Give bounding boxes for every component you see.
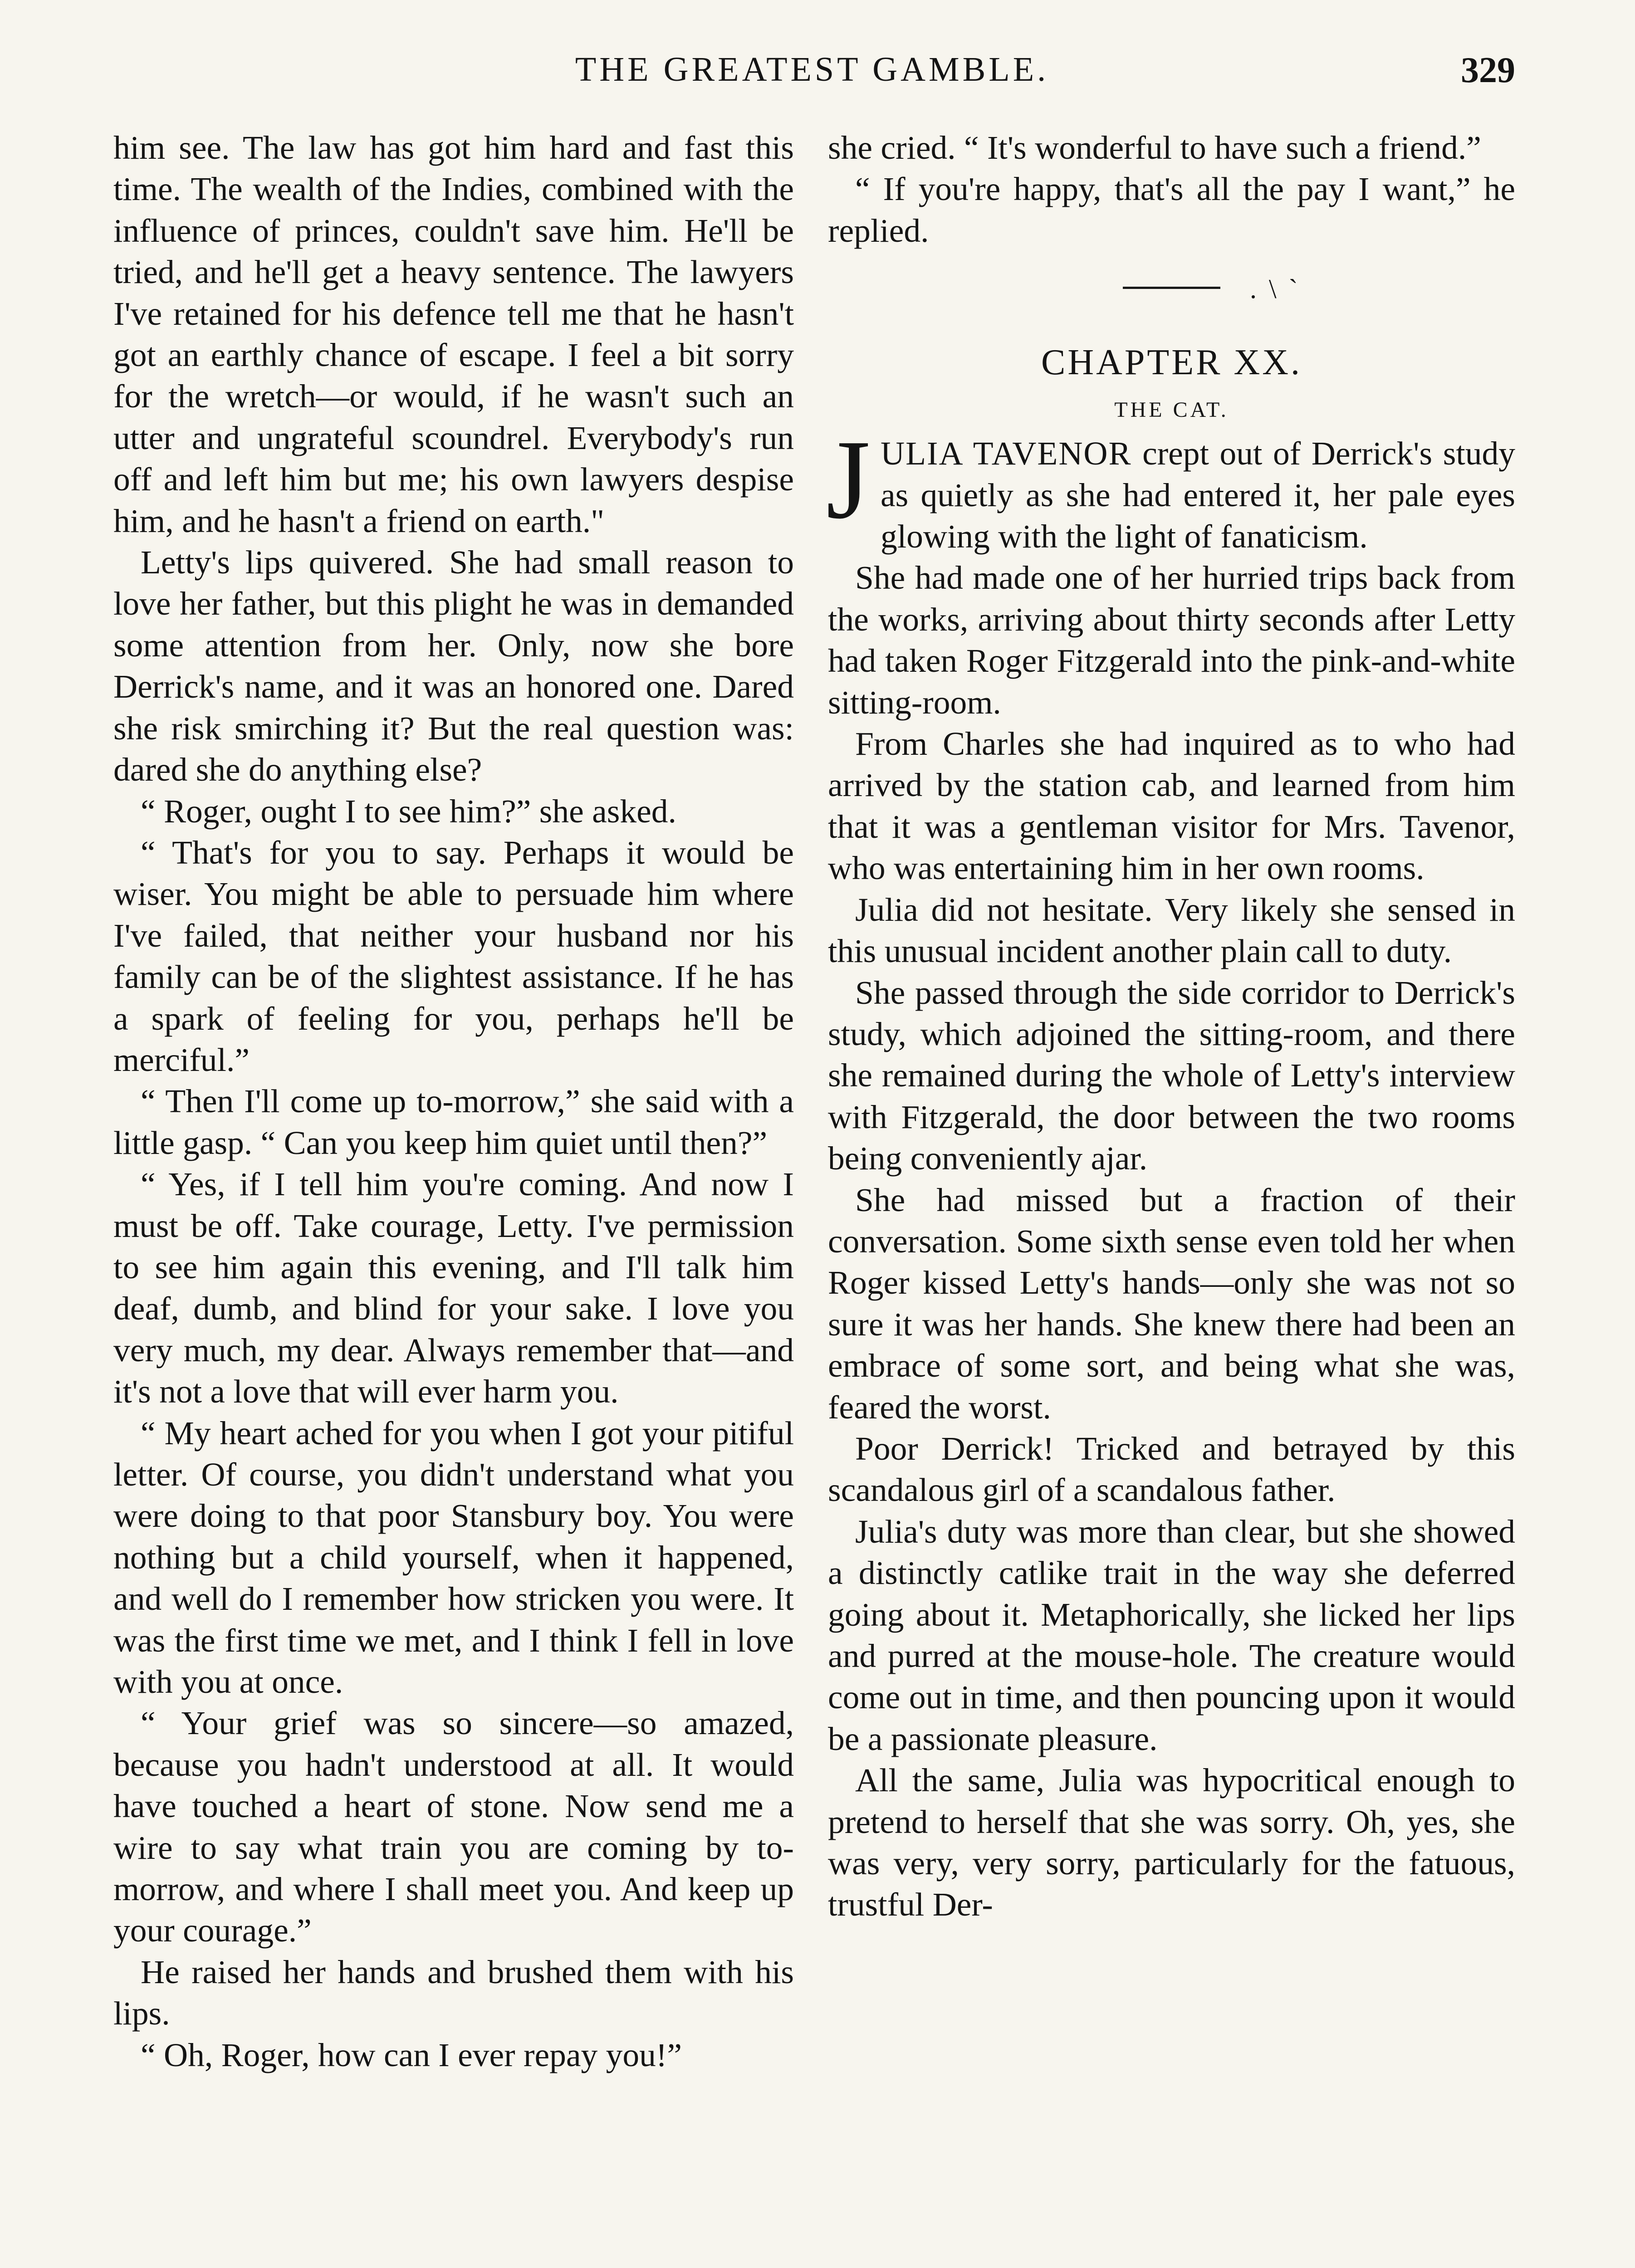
opening-small-caps: ULIA TAVENOR	[881, 435, 1132, 472]
page-number: 329	[1461, 50, 1515, 90]
chapter-subtitle: THE CAT.	[1114, 398, 1229, 422]
paragraph: “ That's for you to say. Perhaps it would be wiser. You might be able to persuade him where I've failed, that neither your husband nor his family can be of the slightest assistance. If he has a spark of feeling for you, perhaps he'll be merciful.”	[113, 834, 794, 1078]
paragraph: Poor Derrick! Tricked and betrayed by this scandalous girl of a scandalous father.	[828, 1430, 1515, 1509]
paragraph: She had missed but a fraction of their conversation. Some sixth sense even told her when Roger kissed Letty's hands—only she was not so sure it was her hands. She knew there had been an embrace of some sort, and being what she was, feared the worst.	[828, 1181, 1515, 1426]
paragraph: “ Yes, if I tell him you're coming. And now I must be off. Take courage, Letty. I've permission to see him again this evening, and I'll talk him deaf, dumb, and blind for your sake. I love you very much, my dear. Always remember that—and it's not a love that will ever harm you.	[113, 1166, 794, 1410]
scene-break	[828, 265, 1515, 319]
running-title: THE GREATEST GAMBLE.	[575, 50, 1049, 88]
opening-text: crept out of Derrick's study as quietly as she had entered it, her pale eyes glowing with the light of fanaticism.	[881, 435, 1515, 555]
paragraph: She passed through the side corridor to Derrick's study, which adjoined the sitting-room, and there she remained during the whole of Letty's interview with Fitzgerald, the door between the two rooms being conveniently ajar.	[828, 974, 1515, 1177]
paragraph: From Charles she had inquired as to who had arrived by the station cab, and learned from him that it was a gentleman visitor for Mrs. Tavenor, who was entertaining him in her own rooms.	[828, 725, 1515, 887]
paragraph: Julia did not hesitate. Very likely she sensed in this unusual incident another plain call to duty.	[828, 891, 1515, 970]
paragraph: “ Then I'll come up to-morrow,” she said with a little gasp. “ Can you keep him quiet until then?”	[113, 1083, 794, 1161]
paragraph: “ If you're happy, that's all the pay I want,” he replied.	[828, 171, 1515, 249]
paragraph: He raised her hands and brushed them with his lips.	[113, 1953, 794, 2032]
paragraph: She had made one of her hurried trips back from the works, arriving about thirty seconds after Letty had taken Roger Fitzgerald into the pink-and-white sitting-room.	[828, 559, 1515, 721]
paragraph: “ My heart ached for you when I got your pitiful letter. Of course, you didn't understand what you were doing to that poor Stansbury boy. You were nothing but a child yourself, when it happened, and well do I remember how stricken you were. It was the first time we met, and I think I fell in love with you at once.	[113, 1414, 794, 1701]
running-head	[109, 50, 1515, 100]
left-column	[113, 127, 794, 2076]
paragraph: All the same, Julia was hypocritical enough to pretend to herself that she was sorry. Oh, yes, she was very, very sorry, particularly for the fatuous, trustful Der-	[828, 1762, 1515, 1923]
paragraph: Julia's duty was more than clear, but she showed a distinctly catlike trait in the way she deferred going about it. Metaphorically, she licked her lips and purred at the mouse-hole. The creature would come out in time, and then pouncing upon it would be a passionate pleasure.	[828, 1513, 1515, 1757]
paragraph: him see. The law has got him hard and fast this time. The wealth of the Indies, combined with the influence of princes, couldn't save him. He'll be tried, and he'll get a heavy sentence. The lawyers I've retained for his defence tell me that he hasn't got an earthly chance of escape. I feel a bit sorry for the wretch—or would, if he wasn't such an utter and ungrateful scoundrel. Everybody's run off and left him but me; his own lawyers despise him, and he hasn't a friend on earth."	[113, 129, 794, 539]
chapter-opening-paragraph	[826, 417, 1515, 557]
paragraph: “ Oh, Roger, how can I ever repay you!”	[141, 2036, 682, 2073]
paragraph: Letty's lips quivered. She had small reason to love her father, but this plight he was in demanded some attention from her. Only, now she bore Derrick's name, and it was an honored one. Dared she risk smirching it? But the real question was: dared she do anything else?	[113, 544, 794, 788]
scene-break-rule	[1123, 287, 1220, 289]
scene-break-marks: . \ `	[1250, 274, 1301, 304]
paragraph: “ Your grief was so sincere—so amazed, because you hadn't understood at all. It would have touched a heart of stone. Now send me a wire to say what train you are coming by to-morrow, and where I shall meet you. And keep up your courage.”	[113, 1705, 794, 1949]
paragraph: “ Roger, ought I to see him?” she asked.	[141, 792, 676, 830]
chapter-title: CHAPTER XX.	[1041, 342, 1302, 383]
paragraph: she cried. “ It's wonderful to have such a friend.”	[828, 129, 1481, 166]
drop-cap: J	[826, 417, 871, 543]
right-column	[828, 127, 1515, 1926]
